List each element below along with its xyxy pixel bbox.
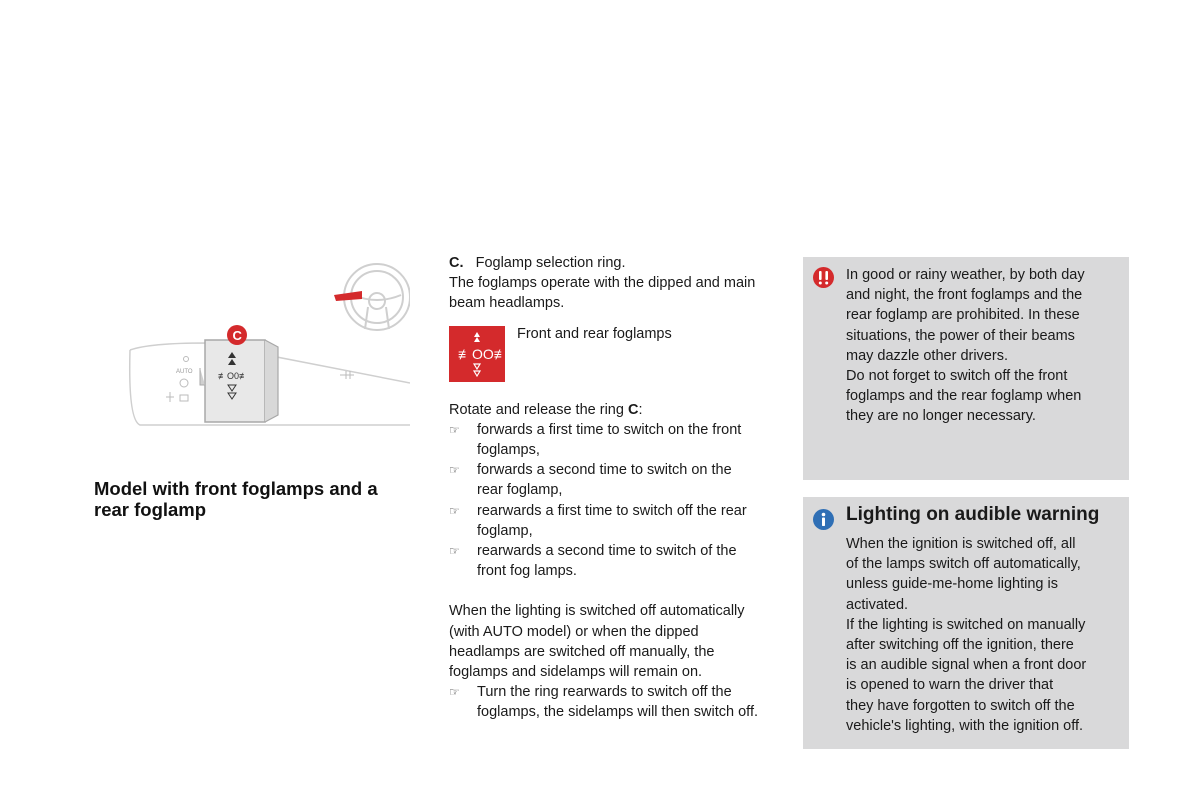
auto-paragraph-line: headlamps are switched off manually, the — [449, 643, 715, 660]
front-rear-foglamp-icon — [449, 326, 505, 382]
section-title: Model with front foglamps and a rear foglamp — [94, 478, 378, 520]
ring-description: Foglamp selection ring. — [475, 255, 626, 271]
bullet-item: ☞ rearwards a first time to switch off the rear foglamp, — [449, 502, 747, 539]
svg-text:AUTO: AUTO — [176, 369, 193, 375]
auto-paragraph-line: When the lighting is switched off automatically — [449, 603, 745, 620]
foglamp-symbol-label: Front and rear foglamps — [517, 325, 672, 342]
info-text: When the ignition is switched off, all of the lamps switch off automatically, unless guide-me-home lighting is activated. If the lighting is switched on manually after switching off the ignition, there is an audible signal when a front door is opened to warn the driver that they have forgotten to switch off the vehicle's lighting, with the ignition off. — [846, 536, 1087, 734]
bullet-item: ☞ rearwards a second time to switch of the front fog lamps. — [449, 543, 737, 580]
info-box-title: Lighting on audible warning — [846, 504, 1100, 525]
auto-paragraph-line: (with AUTO model) or when the dipped — [449, 623, 699, 640]
ring-definition — [449, 253, 784, 273]
rotate-instruction: Rotate and release the ring C: — [449, 401, 643, 418]
bullet-hand-icon: ☞ — [449, 503, 460, 518]
svg-text:≢OO≢: ≢OO≢ — [458, 345, 505, 362]
bullet-hand-icon: ☞ — [449, 685, 460, 700]
bullet-hand-icon: ☞ — [449, 544, 460, 559]
callout-c-letter: C — [232, 328, 242, 343]
foglamp-instructions — [449, 253, 784, 723]
bullet-item: ☞ forwards a second time to switch on the rear foglamp, — [449, 462, 732, 499]
info-box — [803, 497, 1129, 749]
stalk-drawing — [110, 255, 410, 435]
warning-text: In good or rainy weather, by both day and night, the front foglamps and the rear foglamp are prohibited. In these situations, the power of their beams may dazzle other drivers. Do not forget to switch off the front foglamps and the rear foglamp when they are no longer necessary. — [846, 267, 1085, 425]
foglamp-symbol-row — [449, 326, 784, 384]
bullet-item: ☞ Turn the ring rearwards to switch off the foglamps, the sidelamps will then switch off. — [449, 684, 759, 721]
stalk-location-marker — [334, 291, 362, 301]
svg-text:≢O0≢: ≢O0≢ — [218, 371, 249, 381]
ring-letter: C. — [449, 255, 464, 271]
bullet-item: ☞ forwards a first time to switch on the front foglamps, — [449, 421, 742, 459]
warning-box — [803, 257, 1129, 480]
intro-line-1: The foglamps operate with the dipped and main — [449, 275, 756, 292]
warning-exclamation-icon — [813, 267, 834, 288]
lighting-stalk-illustration — [110, 255, 410, 435]
foglamp-selection-ring — [200, 340, 278, 422]
intro-line-2: beam headlamps. — [449, 295, 565, 312]
bullet-hand-icon: ☞ — [449, 463, 460, 478]
info-icon — [813, 509, 834, 530]
auto-paragraph-line: foglamps and sidelamps will remain on. — [449, 664, 703, 681]
bullet-hand-icon: ☞ — [449, 422, 460, 437]
